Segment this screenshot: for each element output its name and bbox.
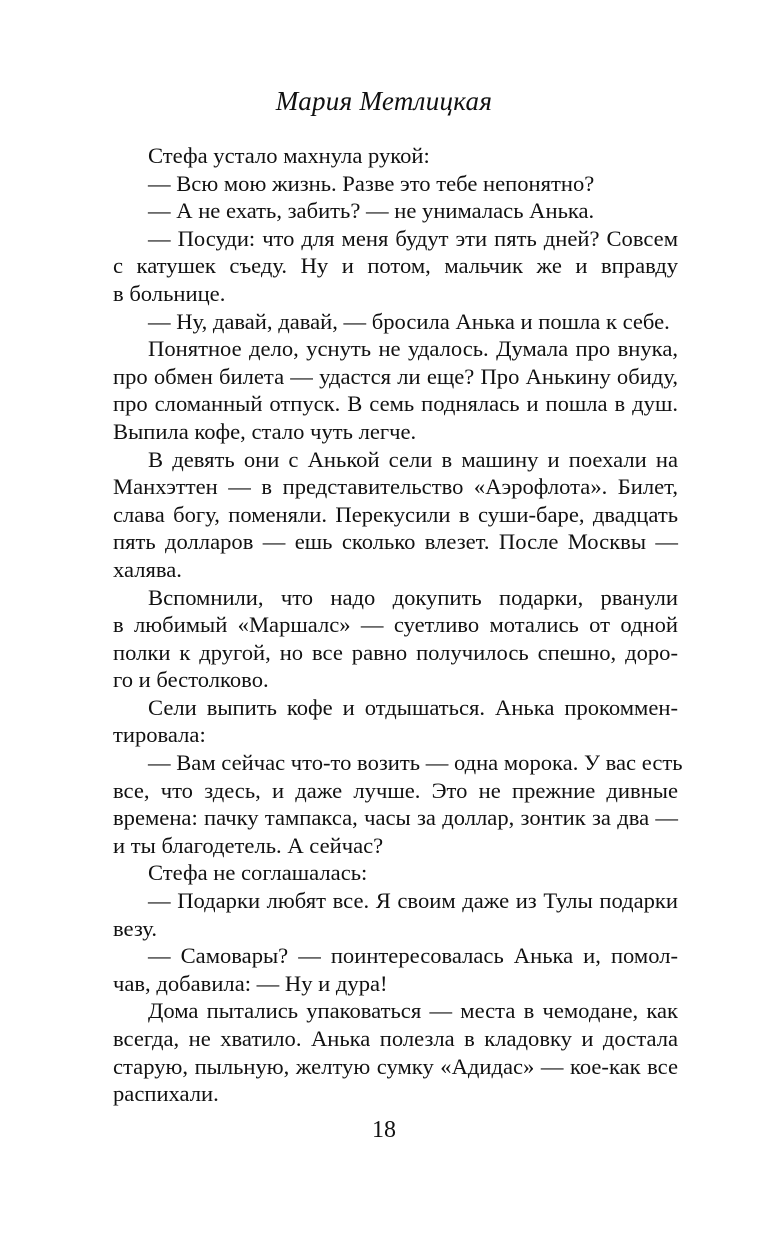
text-line: — Ну, давай, давай, — бросила Анька и пошла к себе.: [148, 308, 670, 334]
text-line: Стефа устало махнула рукой:: [148, 143, 430, 168]
text-line: В девять они с Анькой сели в машину и поехали на: [148, 446, 678, 472]
text-line: Манхэттен — в представительство «Аэрофлота». Билет,: [113, 474, 678, 500]
text-line: про обмен билета — удастся ли еще? Про Анькину обиду,: [113, 363, 678, 389]
text-line: всегда, не хватило. Анька полезла в кладовку и достала: [113, 1026, 678, 1051]
text-line: старую, пыльную, желтую сумку «Адидас» — кое-как все: [113, 1053, 678, 1079]
text-line: Вспомнили, что надо докупить подарки, рванули: [148, 584, 678, 610]
text-line: тировала:: [113, 722, 206, 748]
running-head-author: Мария Метлицкая: [275, 86, 493, 116]
text-line: го и бестолково.: [113, 667, 269, 693]
text-line: — А не ехать, забить? — не унималась Анька.: [148, 198, 595, 224]
page-number: 18: [372, 1117, 396, 1143]
body-text: [113, 142, 683, 1108]
text-line: в любимый «Маршалс» — суетливо мотались от одной: [113, 612, 678, 638]
text-line: с катушек съеду. Ну и потом, мальчик же и вправду: [113, 253, 678, 279]
text-line: слава богу, поменяли. Перекусили в суши-баре, двадцать: [113, 501, 678, 527]
text-line: чав, добавила: — Ну и дура!: [113, 970, 388, 996]
text-line: времена: пачку тампакса, часы за доллар, зонтик за два —: [113, 805, 678, 831]
text-line: в больнице.: [113, 280, 226, 306]
text-line: халява.: [113, 556, 182, 582]
text-line: все, что здесь, и даже лучше. Это не прежние дивные: [113, 777, 678, 803]
text-line: Понятное дело, уснуть не удалось. Думала про внука,: [148, 336, 678, 362]
text-line: про сломанный отпуск. В семь поднялась и пошла в душ.: [113, 391, 678, 417]
text-line: — Подарки любят все. Я своим даже из Тулы подарки: [148, 888, 678, 914]
text-line: — Посуди: что для меня будут эти пять дней? Совсем: [148, 225, 678, 251]
text-line: и ты благодетель. А сейчас?: [113, 832, 384, 858]
text-line: — Самовары? — поинтересовалась Анька и, помол-: [148, 943, 678, 969]
text-line: везу.: [113, 915, 157, 941]
text-line: Дома пытались упаковаться — места в чемодане, как: [148, 998, 678, 1024]
text-line: полки к другой, но все равно получилось спешно, доро-: [113, 639, 678, 665]
text-line: Выпила кофе, стало чуть легче.: [113, 418, 417, 444]
text-line: — Всю мою жизнь. Разве это тебе непонятно?: [148, 170, 595, 196]
text-line: — Вам сейчас что-то возить — одна морока. У вас есть: [148, 750, 683, 776]
text-line: пять долларов — ешь сколько влезет. После Москвы —: [113, 529, 678, 555]
text-line: распихали.: [113, 1081, 219, 1107]
text-line: Стефа не соглашалась:: [148, 860, 368, 886]
text-line: Сели выпить кофе и отдышаться. Анька прокоммен-: [148, 694, 678, 720]
